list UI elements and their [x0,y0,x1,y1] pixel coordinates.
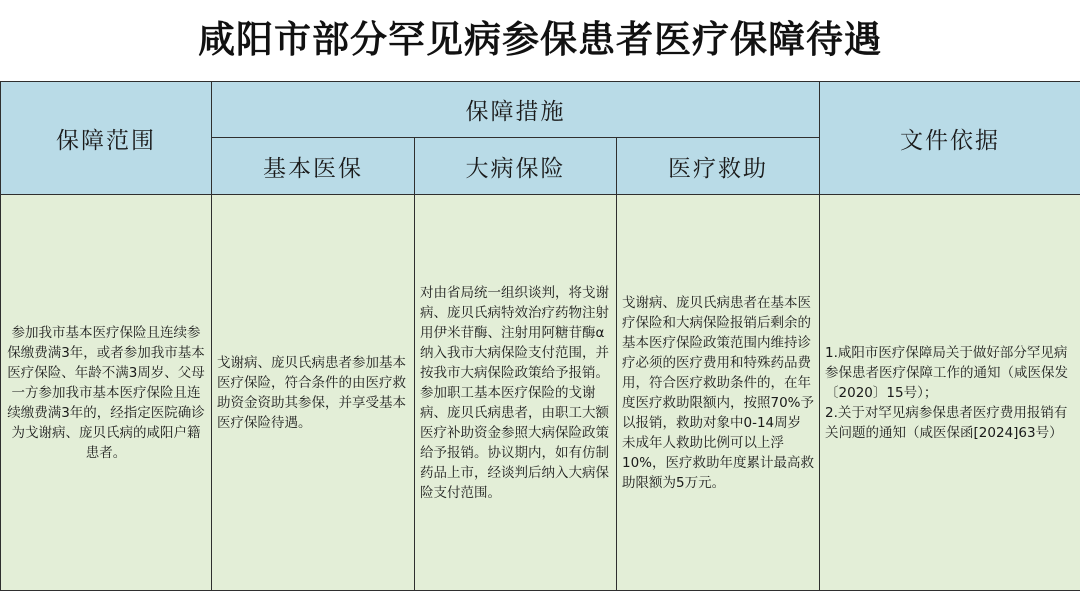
cell-scope [1,195,212,591]
benefits-table [0,81,1080,591]
header-serious-illness-insurance: 大病保险 [415,138,617,195]
cell-docs-text: 1.咸阳市医疗保障局关于做好部分罕见病参保患者医疗保障工作的通知（咸医保发〔2020〕15号）； 2.关于对罕见病参保患者医疗费用报销有关问题的通知（咸医保函[2024]63号） [825,344,1069,441]
cell-basic-text: 戈谢病、庞贝氏病患者参加基本医疗保险，符合条件的由医疗救助资金资助其参保，并享受基本医疗保险待遇。 [217,354,406,431]
header-basic-insurance: 基本医保 [212,138,415,195]
cell-assist-text: 戈谢病、庞贝氏病患者在基本医疗保险和大病保险报销后剩余的基本医疗保险政策范围内维持诊疗必须的医疗费用和特殊药品费用，符合医疗救助条件的，在年度医疗救助限额内，按照70%予以报销，救助对象中0-14周岁未成年人救助比例可以上浮10%，医疗救助年度累计最高救助限额为5万元。 [622,294,815,491]
page-title: 咸阳市部分罕见病参保患者医疗保障待遇 [198,18,882,61]
cell-basic-insurance [212,195,415,591]
header-scope: 保障范围 [1,82,212,195]
cell-serious-illness [415,195,617,591]
header-medical-assistance: 医疗救助 [617,138,820,195]
cell-scope-text: 参加我市基本医疗保险且连续参保缴费满3年，或者参加我市基本医疗保险、年龄不满3周岁、父母一方参加我市基本医疗保险且连续缴费满3年的，经指定医院确诊为戈谢病、庞贝氏病的咸阳户籍患者。 [7,324,205,461]
table-row [1,195,1080,591]
header-measures: 保障措施 [212,82,820,138]
cell-docs [820,195,1080,591]
header-docs: 文件依据 [820,82,1080,195]
cell-medical-assistance [617,195,820,591]
cell-serious-text: 对由省局统一组织谈判，将戈谢病、庞贝氏病特效治疗药物注射用伊米苷酶、注射用阿糖苷酶α纳入我市大病保险支付范围，并按我市大病保险政策给予报销。参加职工基本医疗保险的戈谢病、庞贝氏病患者，由职工大额医疗补助资金参照大病保险政策给予报销。协议期内，如有仿制药品上市，经谈判后纳入大病保险支付范围。 [420,284,609,501]
